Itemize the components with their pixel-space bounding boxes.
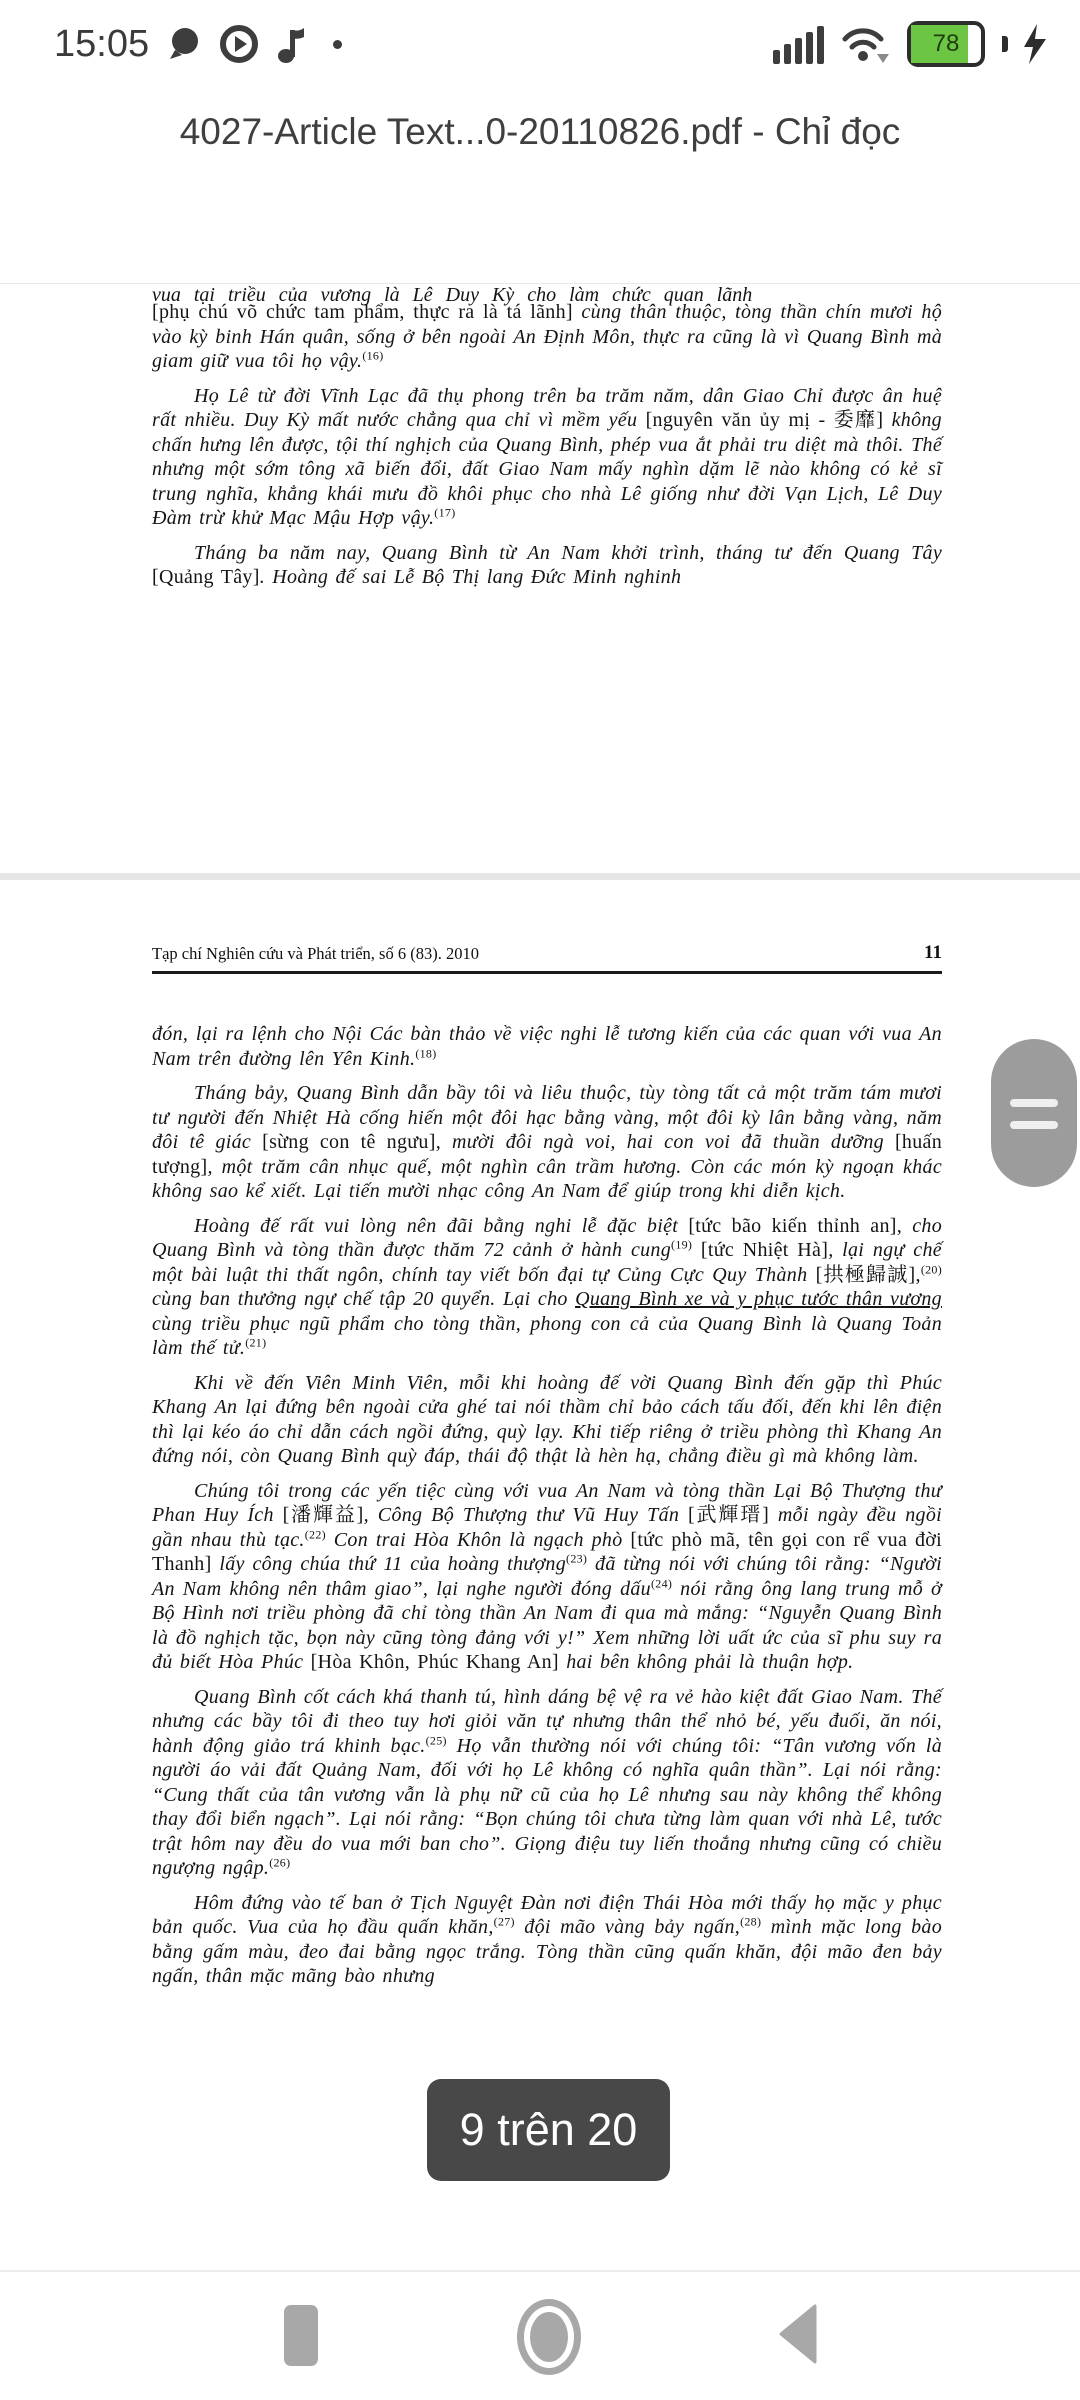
scroll-handle-grip-line — [1010, 1121, 1058, 1129]
page-indicator-text: 9 trên 20 — [459, 2104, 638, 2155]
page-separator — [0, 873, 1080, 880]
pdf-paragraph: Tháng bảy, Quang Bình dẫn bầy tôi và liêu thuộc, tùy tòng tất cả một trăm tám mươi tư người đến Nhiệt Hà cống hiến một đôi hạc bằng vàng, một đôi kỳ lân bằng vàng, năm đôi tê giác [sừng con tê ngưu], mười đôi ngà voi, hai con voi đã thuần dưỡng [huấn tượng], một trăm cân nhục quế, một nghìn cân trầm hương. Còn các món kỳ ngoạn khác không sao kể xiết. Lại tiến mười nhạc công An Nam để giúp trong khi diễn kịch. — [152, 1082, 943, 1202]
pdf-paragraph: Hoàng đế rất vui lòng nên đãi bằng nghi lễ đặc biệt [tức bão kiến thỉnh an], cho Quang Bình và tòng thần được thăm 72 cảnh ở hành cung$^{(19)}$ [tức Nhiệt Hà], lại ngự chế một bài luật thi thất ngôn, chính tay viết bốn đại tự Củng Cực Quy Thành [拱極歸誠],$^{(20)}$ cùng ban thưởng ngự chế tập 20 quyển. Lại cho Quang Bình xe và y phục tước thân vương cùng triều phục ngũ phẩm cho tòng thần, phong con cả của Quang Bình là Quang Toản làm thế tử.$^{(21)}$ — [152, 1214, 943, 1359]
page11-paragraphs — [152, 1022, 942, 1989]
page-number: 11 — [924, 942, 942, 963]
home-button[interactable] — [517, 2299, 581, 2375]
document-title-bar — [0, 88, 1080, 176]
pdf-paragraph: Tháng ba năm nay, Quang Bình từ An Nam khởi trình, tháng tư đến Quang Tây [Quảng Tây]. Hoàng đế sai Lễ Bộ Thị lang Đức Minh nghinh — [152, 541, 942, 588]
music-note-icon — [275, 24, 311, 64]
journal-header: Tạp chí Nghiên cứu và Phát triển, số 6 (83). 2010 — [152, 944, 479, 963]
page-header — [152, 942, 942, 964]
signal-bars-icon — [773, 24, 825, 64]
clipped-text-line: vua tại triều của vương là Lê Duy Kỳ cho làm chức quan lãnh — [152, 284, 753, 306]
battery-percent: 78 — [932, 30, 960, 57]
clock: 15:05 — [54, 22, 150, 65]
recents-button[interactable] — [284, 2305, 318, 2366]
notification-dot-icon — [333, 40, 342, 49]
battery-icon — [907, 21, 985, 67]
wifi-icon — [839, 23, 893, 65]
pdf-viewport[interactable] — [0, 284, 1080, 2272]
pdf-paragraph: Quang Bình cốt cách khá thanh tú, hình dáng bệ vệ ra vẻ hào kiệt đất Giao Nam. Thế nhưng các bầy tôi đi theo tuy hơi giỏi văn tự nhưng thân thể nhỏ bé, yếu đuối, ăn nói, hành động giảo trá khinh bạc.$^{(25)}$ Họ vẫn thường nói với chúng tôi: “Tân vương vốn là người áo vải đất Quảng Nam, đối với họ Lê không có nghĩa quân thần”. Lại nói rằng: “Cung thất của tân vương vẫn là phụ nữ cũ của họ Lê nhưng sau này không thể không thay đổi biển ngạch”. Lại nói rằng: “Bọn chúng tôi chưa từng làm quan với nhà Lê, tước trật hôm nay đều do vua mới ban cho”. Giọng điệu tuy liến thoắng nhưng cũng có chiều ngượng ngập.$^{(26)}$ — [152, 1685, 942, 1879]
pdf-paragraph: đón, lại ra lệnh cho Nội Các bàn thảo về việc nghi lễ tương kiến của các quan với vua An Nam trên đường lên Yên Kinh.$^{(18)}$ — [152, 1023, 942, 1070]
back-button[interactable] — [777, 2304, 817, 2364]
play-circle-icon — [219, 24, 259, 64]
header-rule — [152, 971, 942, 974]
home-button-inner — [530, 2312, 568, 2362]
chat-bubble-icon — [165, 25, 203, 63]
pdf-paragraph: [phụ chú võ chức tam phẩm, thực ra là tá lãnh] cùng thân thuộc, tòng thần chín mươi hộ vào kỳ binh Hán quân, sống ở bên ngoài An Định Môn, thực ra cũng là vì Quang Bình mà giam giữ vua tôi họ vậy.$^{(16)}$ — [152, 301, 942, 372]
pdf-paragraph: Khi về đến Viên Minh Viên, mỗi khi hoàng đế vời Quang Bình đến gặp thì Phúc Khang An lại đứng bên ngoài cửa ghé tai nói thầm chỉ bảo cách tấu đối, đến khi lên điện thì lại kéo áo chỉ dẫn cách ngồi đứng, quỳ lạy. Khi tiếp riêng ở triều phòng thì Khang An đứng nói, còn Quang Bình quỳ đáp, thái độ thật là hèn hạ, chẳng điều gì mà không làm. — [152, 1371, 942, 1467]
status-bar — [0, 0, 1080, 88]
page-indicator-toast — [427, 2079, 670, 2181]
document-title: 4027-Article Text...0-20110826.pdf - Chỉ đọc — [179, 111, 901, 152]
toolbar — [0, 176, 1080, 284]
scroll-handle[interactable] — [991, 1039, 1077, 1187]
pdf-page-9 — [0, 284, 1080, 873]
pdf-paragraph: Họ Lê từ đời Vĩnh Lạc đã thụ phong trên ba trăm năm, dân Giao Chỉ được ân huệ rất nhiều. Duy Kỳ mất nước chẳng qua chỉ vì mềm yếu [nguyên văn ủy mị - 委靡] không chấn hưng lên được, tội thí nghịch của Quang Bình, phép vua ắt phải tru diệt mà thôi. Thế nhưng một sớm tông xã biến đổi, đất Giao Nam mấy nghìn dặm lẽ nào không có kẻ sĩ trung nghĩa, khẳng khái mưu đồ khôi phục cho nhà Lê giống như đời Vạn Lịch, Lê Duy Đàm trừ khử Mạc Mậu Hợp vậy.$^{(17)}$ — [152, 384, 942, 529]
page9-paragraphs — [152, 300, 942, 590]
scroll-handle-grip-line — [1010, 1099, 1058, 1107]
pdf-page-11 — [0, 880, 1080, 2272]
pdf-paragraph: Chúng tôi trong các yến tiệc cùng với vua An Nam và tòng thần Lại Bộ Thượng thư Phan Huy Ích [潘輝益], Công Bộ Thượng thư Vũ Huy Tấn [武輝瑨] mỗi ngày đều ngồi gần nhau thù tạc.$^{(22)}$ Con trai Hòa Khôn là ngạch phò [tức phò mã, tên gọi con rể vua đời Thanh] lấy công chúa thứ 11 của hoàng thượng$^{(23)}$ đã từng nói với chúng tôi rằng: “Người An Nam không nên thâm giao”, lại nghe người đóng dấu$^{(24)}$ nói rằng ông lang trung mỗ ở Bộ Hình nơi triều phòng đã chỉ tòng thần An Nam đi qua mà mắng: “Nguyễn Quang Bình là đồ nghịch tặc, bọn này cũng tòng đảng với y!” Xem những lời uất ức của sĩ phu suy ra đủ biết Hòa Phúc [Hòa Khôn, Phúc Khang An] hai bên không phải là thuận hợp. — [152, 1479, 943, 1673]
pdf-paragraph: Hôm đứng vào tế ban ở Tịch Nguyệt Đàn nơi điện Thái Hòa mới thấy họ mặc y phục bản quốc. Vua của họ đầu quấn khăn,$^{(27)}$ đội mão vàng bảy ngấn,$^{(28)}$ mình mặc long bào bằng gấm màu, đeo đai bằng ngọc trắng. Tòng thần cũng quấn khăn, đội mão đen bảy ngấn, thân mặc mãng bào nhưng — [152, 1891, 943, 1987]
android-nav-bar — [0, 2270, 1080, 2400]
charging-bolt-icon — [1022, 24, 1048, 64]
battery-nub — [1002, 36, 1008, 52]
